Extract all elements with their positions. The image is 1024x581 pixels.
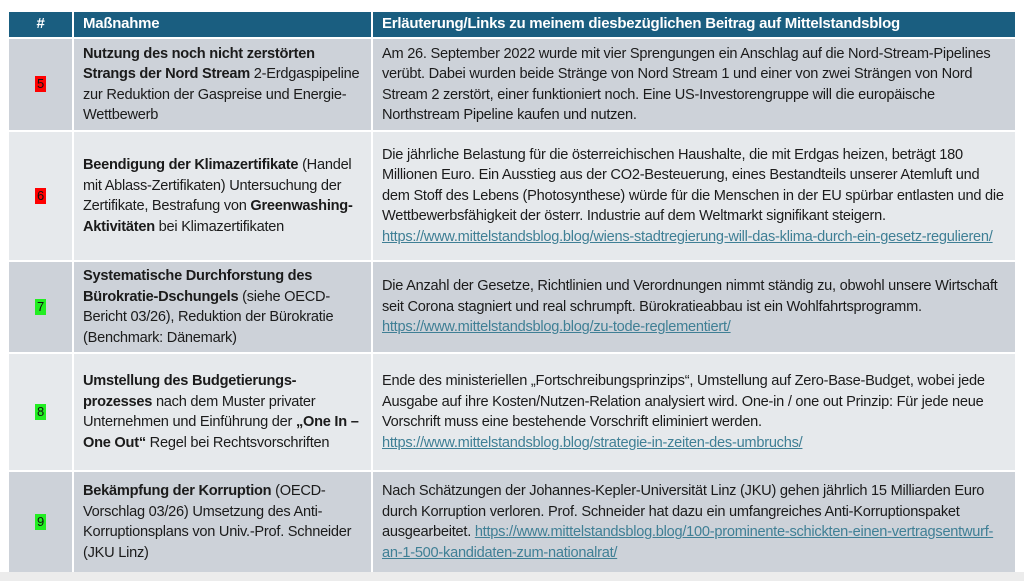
measure-text: bei Klimazertifikaten	[154, 218, 285, 235]
measure-bold-text: Nutzung des noch nicht zerstörten Strangs der Nord Stream	[83, 45, 315, 82]
measure-bold-text: Beendigung der Klimazertifikate	[83, 157, 299, 173]
measure-bold-text: Greenwashing-Aktivitäten	[83, 198, 353, 235]
explanation-text: Die Anzahl der Gesetze, Richtlinien und Verordnungen nimmt ständig zu, obwohl unsere Wirtschaft seit Corona stagniert und real schrumpft. Bürokratieabbau ist ein Wohlfahrtsprogramm.	[382, 278, 998, 315]
explanation-text: Ende des ministeriellen „Fortschreibungsprinzips“, Umstellung auf Zero-Base-Budget, wobei jede Ausgabe auf ihre Kosten/Nutzen-Relation analysiert wird. One-in / one out Prinzip: Für jede neue Vorschrift muss eine bestehende Vorschrift eliminiert werden.	[382, 373, 985, 430]
row-number-badge: 6	[37, 187, 44, 203]
blog-link[interactable]: https://www.mittelstandsblog.blog/wiens-stadtregierung-will-das-klima-durch-ein-gesetz-regulieren/	[382, 228, 993, 245]
table-row	[8, 131, 1016, 261]
explanation-text: Nach Schätzungen der Johannes-Kepler-Universität Linz (JKU) gehen jährlich 15 Milliarden Euro durch Korruption verloren. Prof. Schneider hat dazu ein umfangreiches Anti-Korruptionspaket ausgearbeitet.	[382, 483, 985, 540]
measure-cell	[73, 261, 372, 353]
row-number-cell	[8, 353, 73, 471]
measure-text: (Handel mit Ablass-Zertifikaten) Untersuchung der Zertifikate, Bestrafung von	[83, 157, 352, 214]
header-measure: Maßnahme	[73, 11, 372, 38]
explanation-cell	[372, 353, 1016, 471]
measure-bold-text: Systematische Durchforstung des Bürokratie-Dschungels	[83, 268, 313, 305]
row-number-badge: 7	[37, 298, 44, 314]
blog-link[interactable]: https://www.mittelstandsblog.blog/zu-tode-reglementiert/	[382, 319, 731, 336]
table-header-row	[8, 11, 1016, 38]
measure-cell	[73, 353, 372, 471]
row-number-cell	[8, 471, 73, 573]
explanation-cell	[372, 38, 1016, 131]
explanation-cell	[372, 131, 1016, 261]
measure-text: nach dem Muster privater Unternehmen und Einführung der	[83, 393, 316, 430]
explanation-text: Am 26. September 2022 wurde mit vier Sprengungen ein Anschlag auf die Nord-Stream-Pipelines verübt. Dabei wurden beide Stränge von Nord Stream 1 und einer von zwei Strängen von Nord Stream 2 zerstört, einer funktioniert noch. Eine US-Investorengruppe will die europäische Northstream Pipeline kaufen und nutzen.	[382, 45, 991, 123]
measure-text: Regel bei Rechtsvorschriften	[145, 434, 330, 451]
blog-link[interactable]: https://www.mittelstandsblog.blog/100-prominente-schickten-einen-vertragsentwurf-an-1-500-kandidaten-zum-nationalrat/	[382, 524, 994, 561]
row-number-badge: 8	[37, 403, 44, 419]
table-row	[8, 353, 1016, 471]
measure-bold-text: Umstellung des Budgetierungs-prozesses	[83, 373, 297, 410]
blog-link[interactable]: https://www.mittelstandsblog.blog/strategie-in-zeiten-des-umbruchs/	[382, 434, 803, 451]
row-number-cell	[8, 261, 73, 353]
measure-text: 2-Erdgaspipeline zur Reduktion der Gaspreise und Energie-Wettbewerb	[83, 66, 360, 123]
row-number-badge: 9	[37, 513, 44, 529]
measure-cell	[73, 471, 372, 573]
row-number-badge: 5	[37, 76, 44, 92]
table-row	[8, 261, 1016, 353]
measure-bold-text: „One In – One Out“	[83, 414, 359, 451]
measure-cell	[73, 38, 372, 131]
measure-text: (siehe OECD-Bericht 03/26), Reduktion der Bürokratie (Benchmark: Dänemark)	[83, 288, 334, 346]
measure-cell	[73, 131, 372, 261]
table-row	[8, 471, 1016, 573]
explanation-cell	[372, 261, 1016, 353]
row-number-cell	[8, 38, 73, 131]
measure-text: (OECD-Vorschlag 03/26) Umsetzung des Anti-Korruptionsplans von Univ.-Prof. Schneider (JKU Linz)	[83, 483, 352, 561]
header-number: #	[8, 11, 73, 38]
explanation-text: Die jährliche Belastung für die österreichischen Haushalte, die mit Erdgas heizen, beträgt 180 Millionen Euro. Ein Ausstieg aus der CO2-Besteuerung, eines Bestandteils unserer Atemluft und dem Stoff des Lebens (Photosynthese) würde für die Menschen in der EU spürbar entlasten und die Wettbewerbsfähigkeit der österr. Industrie auf dem Weltmarkt signifikant steigern.	[382, 146, 1004, 225]
measure-bold-text: Bekämpfung der Korruption	[83, 483, 272, 499]
explanation-cell	[372, 471, 1016, 573]
row-number-cell	[8, 131, 73, 261]
header-explanation: Erläuterung/Links zu meinem diesbezüglichen Beitrag auf Mittelstandsblog	[372, 11, 1016, 38]
table-row	[8, 38, 1016, 131]
bottom-strip	[0, 572, 1024, 581]
measures-table	[7, 10, 1017, 574]
